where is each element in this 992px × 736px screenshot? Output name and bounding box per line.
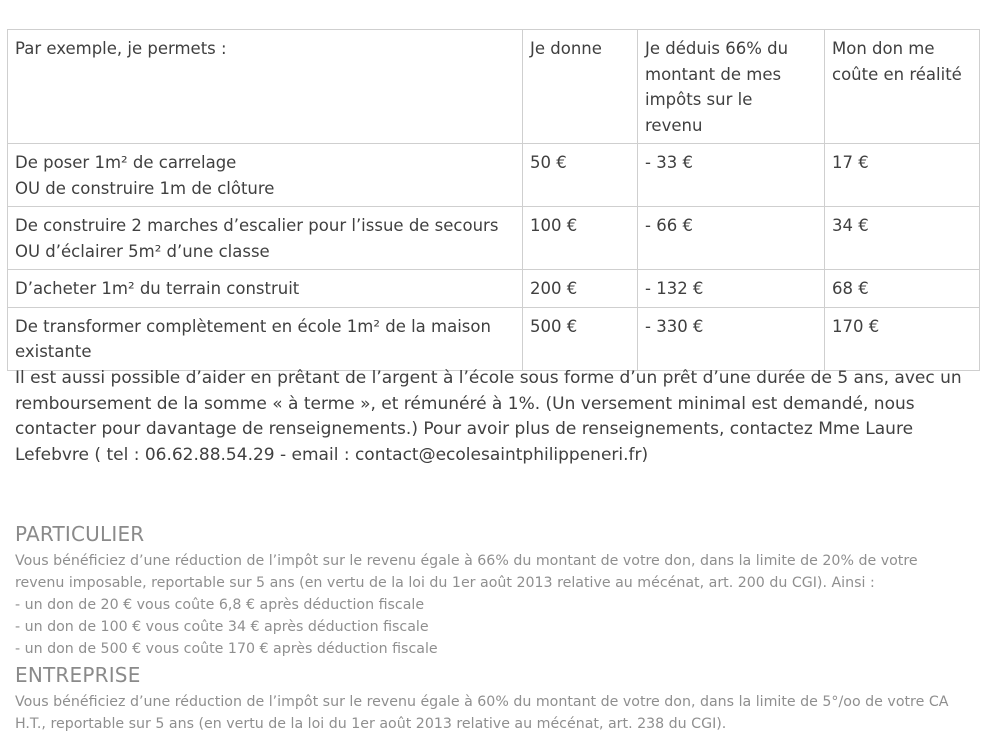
description-line: existante — [15, 342, 92, 361]
header-line: coûte en réalité — [832, 64, 962, 84]
row-description — [8, 270, 523, 308]
particulier-text — [15, 550, 980, 660]
row-deduct: - 33 € — [638, 144, 825, 207]
description-line: De poser 1m² de carrelage — [15, 153, 237, 172]
description-line: De construire 2 marches d’escalier pour l’issue de secours — [15, 216, 499, 235]
particulier-heading: PARTICULIER — [15, 522, 145, 546]
table-row — [8, 207, 980, 270]
particulier-line: revenu imposable, reportable sur 5 ans (en vertu de la loi du 1er août 2013 relative au mécénat, art. 200 du CGI). Ainsi : — [15, 575, 875, 591]
row-description — [8, 144, 523, 207]
row-give: 500 € — [523, 307, 638, 370]
row-give: 200 € — [523, 270, 638, 308]
row-deduct: - 330 € — [638, 307, 825, 370]
description-line: D’acheter 1m² du terrain construit — [15, 279, 300, 298]
header-give — [523, 30, 638, 144]
entreprise-line: Vous bénéficiez d’une réduction de l’impôt sur le revenu égale à 60% du montant de votre don, dans la limite de 5°/oo de votre CA — [15, 694, 949, 710]
particulier-line: Vous bénéficiez d’une réduction de l’impôt sur le revenu égale à 66% du montant de votre don, dans la limite de 20% de votre — [15, 553, 918, 569]
table-row — [8, 270, 980, 308]
description-line: De transformer complètement en école 1m² de la maison — [15, 316, 491, 336]
particulier-line: - un don de 500 € vous coûte 170 € après déduction fiscale — [15, 641, 438, 657]
header-example — [8, 30, 523, 144]
header-cost — [825, 30, 980, 144]
row-description — [8, 207, 523, 270]
row-cost: 68 € — [825, 270, 980, 308]
paragraph-line: contacter pour davantage de renseignements.) Pour avoir plus de renseignements, contactez Mme Laure — [15, 419, 914, 439]
header-deduct — [638, 30, 825, 144]
description-line: OU d’éclairer 5m² d’une classe — [15, 241, 270, 261]
row-cost: 34 € — [825, 207, 980, 270]
table-row — [8, 144, 980, 207]
header-line: montant de mes — [645, 64, 782, 84]
header-line: Je donne — [530, 39, 602, 58]
row-give: 100 € — [523, 207, 638, 270]
entreprise-heading: ENTREPRISE — [15, 663, 141, 687]
description-line: OU de construire 1m de clôture — [15, 178, 275, 198]
donation-table — [7, 29, 980, 371]
table-row — [8, 307, 980, 370]
row-deduct: - 66 € — [638, 207, 825, 270]
paragraph-line: Il est aussi possible d’aider en prêtant de l’argent à l’école sous forme d’un prêt d’une durée de 5 ans, avec un — [15, 368, 962, 388]
particulier-line: - un don de 20 € vous coûte 6,8 € après déduction fiscale — [15, 597, 425, 613]
header-line: revenu — [645, 115, 703, 135]
header-line: Je déduis 66% du — [645, 39, 789, 58]
row-description — [8, 307, 523, 370]
paragraph-line: Lefebvre ( tel : 06.62.88.54.29 - email : contact@ecolesaintphilippeneri.fr) — [15, 444, 649, 465]
row-cost: 170 € — [825, 307, 980, 370]
row-deduct: - 132 € — [638, 270, 825, 308]
loan-paragraph — [15, 366, 975, 468]
header-line: Par exemple, je permets : — [15, 39, 227, 58]
entreprise-text — [15, 691, 980, 735]
header-line: impôts sur le — [645, 90, 753, 109]
entreprise-line: H.T., reportable sur 5 ans (en vertu de la loi du 1er août 2013 relative au mécénat, art. 238 du CGI). — [15, 716, 727, 732]
header-line: Mon don me — [832, 39, 935, 58]
particulier-line: - un don de 100 € vous coûte 34 € après déduction fiscale — [15, 619, 429, 635]
row-give: 50 € — [523, 144, 638, 207]
table-header-row — [8, 30, 980, 144]
paragraph-line: remboursement de la somme « à terme », et rémunéré à 1%. (Un versement minimal est demandé, nous — [15, 393, 915, 414]
row-cost: 17 € — [825, 144, 980, 207]
